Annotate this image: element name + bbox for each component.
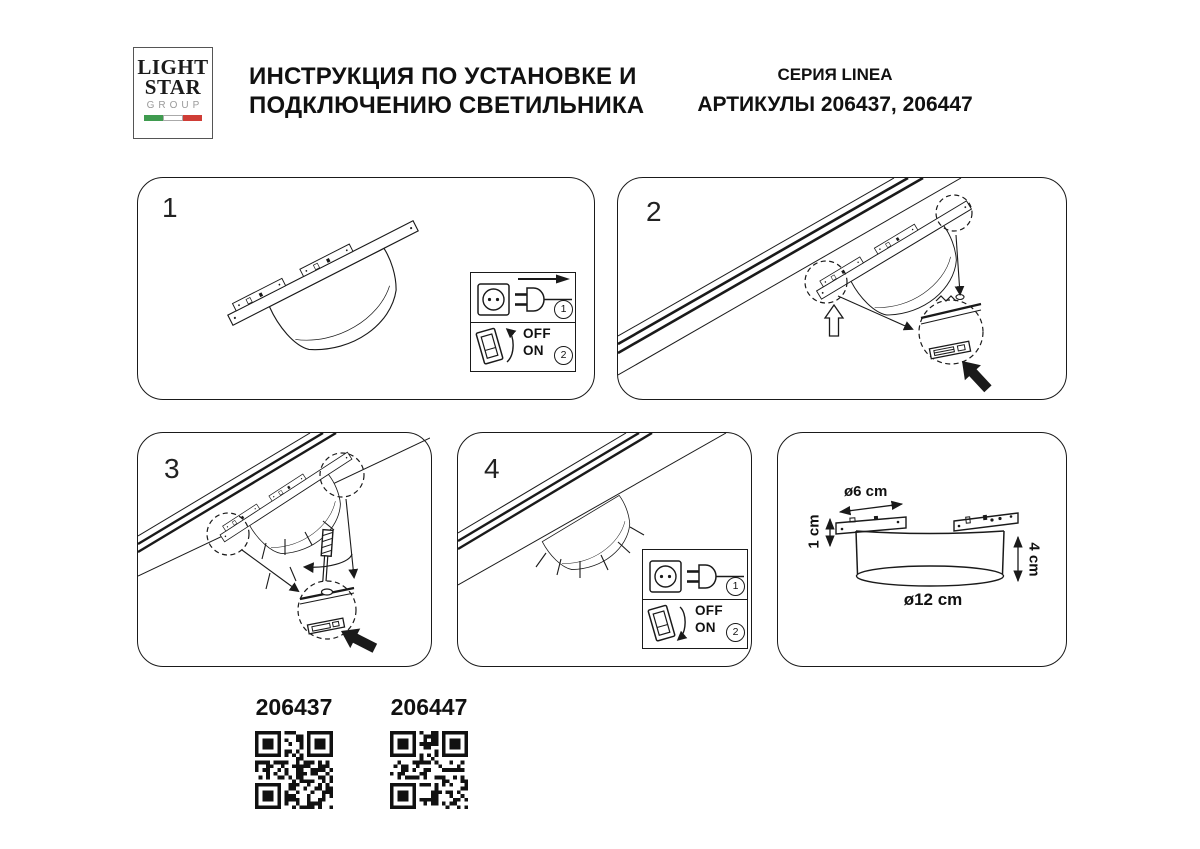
switch-icon xyxy=(476,328,503,364)
power-connect-inset xyxy=(642,549,748,649)
power-disconnect-inset xyxy=(470,272,576,372)
leader-arrow-left xyxy=(242,550,298,591)
unplug-arrow-icon xyxy=(518,275,570,284)
switch-icon xyxy=(648,605,675,641)
step-2-illustration xyxy=(618,178,1065,398)
page-title xyxy=(249,62,644,120)
on-label: ON xyxy=(523,343,544,358)
dimension-plate-height: 1 cm xyxy=(805,514,823,549)
logo-word-light: LIGHT xyxy=(137,55,209,79)
dimensions-panel xyxy=(777,432,1067,667)
lightstar-logo xyxy=(133,47,213,139)
logo-word-group: GROUP xyxy=(146,100,204,111)
title-line-1: ИНСТРУКЦИЯ ПО УСТАНОВКЕ И xyxy=(249,63,637,90)
dimension-drum-diameter: ø12 cm xyxy=(903,590,963,609)
off-label: OFF xyxy=(695,603,723,618)
step-number-1: 1 xyxy=(162,192,178,223)
socket-icon xyxy=(478,284,509,315)
leader-arrow-right xyxy=(346,499,354,577)
dimension-drum-height: 4 cm xyxy=(1025,542,1043,577)
step-circle-1: 1 xyxy=(554,300,573,319)
qr-label-206447: 206447 xyxy=(390,694,468,720)
push-up-arrow-icon xyxy=(825,305,843,336)
step-number-2: 2 xyxy=(646,196,662,227)
dimension-plate-length: ø6 cm xyxy=(844,483,888,500)
step-circle-1: 1 xyxy=(726,577,745,596)
connector-detail-zoom xyxy=(919,295,996,397)
drum-top-edge xyxy=(856,531,1004,534)
on-label: ON xyxy=(695,620,716,635)
off-label: OFF xyxy=(523,326,551,341)
leader-arrow-right xyxy=(956,235,960,294)
lamp-side-view xyxy=(836,513,1018,586)
connector-detail-zoom xyxy=(298,581,380,658)
step-circle-2: 2 xyxy=(554,346,573,365)
step-circle-2: 2 xyxy=(726,623,745,642)
qr-label-206437: 206437 xyxy=(255,694,333,720)
articles-label: АРТИКУЛЫ 206437, 206447 xyxy=(697,93,973,116)
step-3-illustration xyxy=(138,433,430,665)
logo-word-star: STAR xyxy=(144,75,202,99)
switch-on-instruction xyxy=(643,599,747,648)
socket-icon xyxy=(650,561,681,592)
lamp-fixture xyxy=(224,213,450,386)
step-panel-4 xyxy=(457,432,752,667)
toggle-arrow-icon xyxy=(679,607,685,639)
step-number-3: 3 xyxy=(164,453,180,484)
step-panel-1 xyxy=(137,177,595,400)
step-panel-3 xyxy=(137,432,432,667)
toggle-arrow-icon xyxy=(507,330,513,362)
series-label: СЕРИЯ LINEA xyxy=(777,65,893,84)
italian-flag-icon xyxy=(144,115,202,121)
unplug-instruction xyxy=(471,273,575,322)
qr-code-206437 xyxy=(255,731,333,809)
plug-in-instruction xyxy=(643,550,747,599)
screw-head xyxy=(322,589,333,595)
step-number-4: 4 xyxy=(484,453,500,484)
title-line-2: ПОДКЛЮЧЕНИЮ СВЕТИЛЬНИКА xyxy=(249,92,645,119)
lamp-fixture xyxy=(217,447,380,584)
step-panel-2 xyxy=(617,177,1067,400)
qr-code-206447 xyxy=(390,731,468,809)
series-block xyxy=(690,65,980,117)
switch-off-instruction xyxy=(471,322,575,371)
drum-bottom-rim xyxy=(857,566,1004,586)
